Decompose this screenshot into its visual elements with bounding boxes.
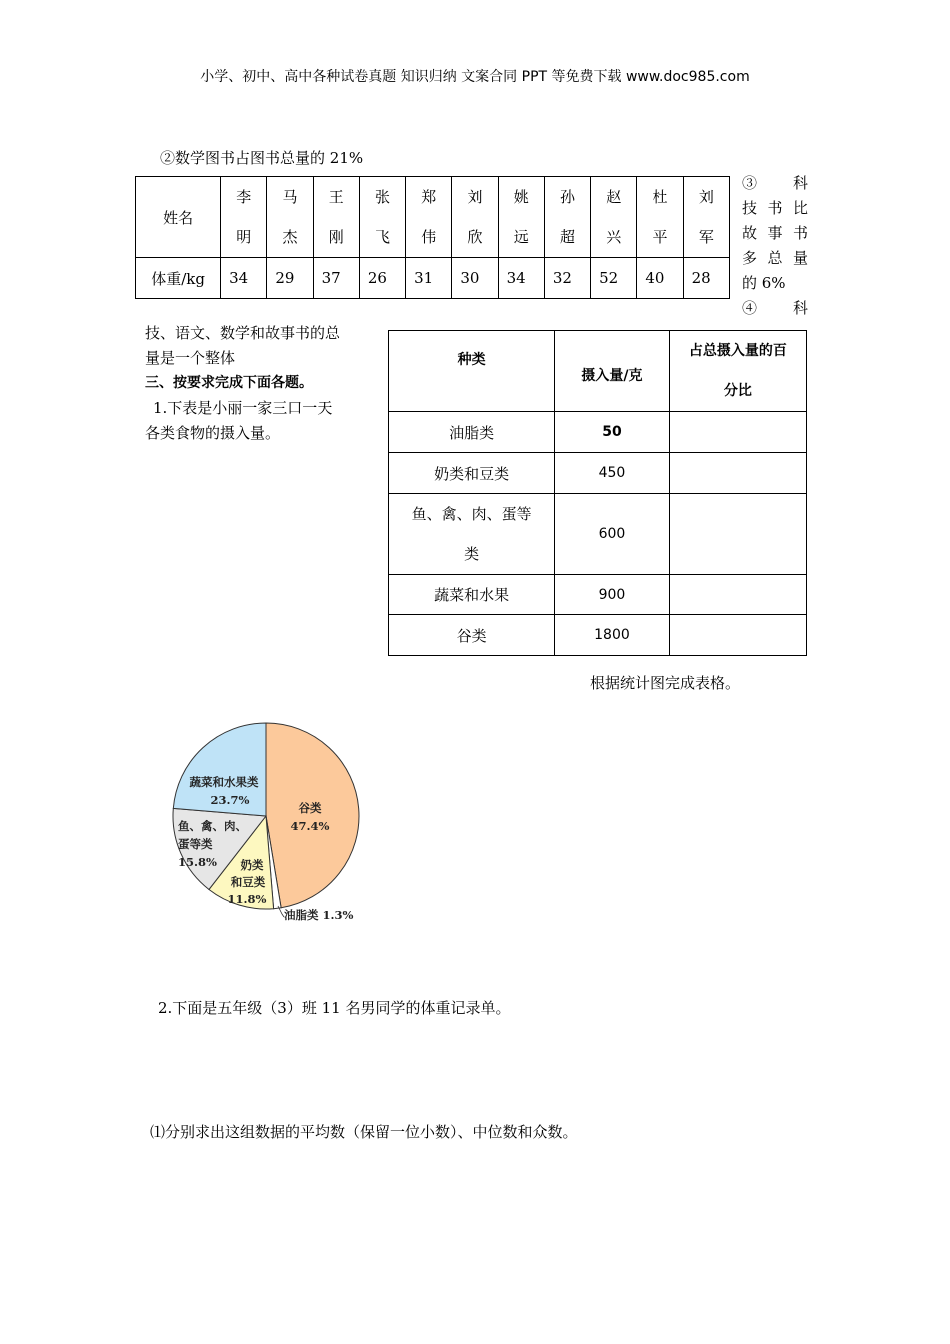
student-name: 刘 欣 bbox=[452, 177, 498, 258]
meat-label-1: 鱼、禽、肉、 bbox=[178, 819, 247, 833]
veg-label: 蔬菜和水果类 bbox=[189, 775, 259, 789]
percent-blank bbox=[669, 494, 806, 575]
percent-blank bbox=[669, 575, 806, 615]
student-name: 姚 远 bbox=[498, 177, 544, 258]
student-name: 孙 超 bbox=[544, 177, 590, 258]
food-kind: 油脂类 bbox=[389, 412, 555, 453]
table-row bbox=[389, 615, 807, 656]
percent-blank bbox=[669, 412, 806, 453]
meat-pct: 15.8% bbox=[178, 855, 217, 869]
weight-value: 34 bbox=[221, 258, 267, 299]
student-name: 杜 平 bbox=[637, 177, 683, 258]
weight-table bbox=[135, 176, 730, 299]
weight-value: 29 bbox=[267, 258, 313, 299]
percent-blank bbox=[669, 453, 806, 494]
student-name: 马 杰 bbox=[267, 177, 313, 258]
food-amount: 450 bbox=[555, 453, 670, 494]
question-2-text: 2.下面是五年级（3）班 11 名男同学的体重记录单。 bbox=[158, 999, 511, 1017]
oil-label: 油脂类 1.3% bbox=[284, 908, 354, 922]
table-row bbox=[389, 453, 807, 494]
grain-pct: 47.4% bbox=[290, 819, 330, 833]
weight-value: 32 bbox=[544, 258, 590, 299]
weight-value: 40 bbox=[637, 258, 683, 299]
page-header: 小学、初中、高中各种试卷真题 知识归纳 文案合同 PPT 等免费下载 www.doc985.com bbox=[200, 69, 750, 85]
food-kind: 鱼、禽、肉、蛋等 类 bbox=[389, 494, 555, 575]
table-row bbox=[389, 575, 807, 615]
grain-label: 谷类 bbox=[298, 801, 322, 815]
table-row bbox=[389, 412, 807, 453]
student-name: 李 明 bbox=[221, 177, 267, 258]
weight-value: 26 bbox=[359, 258, 405, 299]
food-amount: 50 bbox=[555, 412, 670, 453]
weight-value: 37 bbox=[313, 258, 359, 299]
meat-label-2: 蛋等类 bbox=[178, 837, 213, 851]
food-pie-chart bbox=[160, 720, 400, 935]
complete-table-instruction: 根据统计图完成表格。 bbox=[590, 674, 741, 692]
student-name: 赵 兴 bbox=[591, 177, 637, 258]
student-name: 刘 军 bbox=[683, 177, 729, 258]
option-4-continued: 技、语文、数学和故事书的总 量是一个整体 bbox=[145, 324, 341, 367]
veg-pct: 23.7% bbox=[210, 793, 250, 807]
kind-header: 种类 bbox=[389, 331, 555, 412]
weight-header: 体重/kg bbox=[136, 258, 221, 299]
weight-value: 28 bbox=[683, 258, 729, 299]
milk-label-2: 和豆类 bbox=[230, 875, 266, 889]
food-kind: 奶类和豆类 bbox=[389, 453, 555, 494]
question-1-text: 1.下表是小丽一家三口一天 各类食物的摄入量。 bbox=[145, 399, 333, 442]
section-three-title: 三、按要求完成下面各题。 bbox=[145, 375, 313, 391]
food-amount: 1800 bbox=[555, 615, 670, 656]
option-2-text: ②数学图书占图书总量的 21% bbox=[160, 149, 364, 167]
milk-label-1: 奶类 bbox=[240, 858, 264, 872]
weight-value: 30 bbox=[452, 258, 498, 299]
weight-value: 34 bbox=[498, 258, 544, 299]
percent-blank bbox=[669, 615, 806, 656]
food-intake-table bbox=[388, 330, 807, 656]
milk-pct: 11.8% bbox=[227, 892, 267, 906]
student-name: 张 飞 bbox=[359, 177, 405, 258]
weight-value: 31 bbox=[406, 258, 452, 299]
pie-slice-0 bbox=[266, 723, 359, 908]
question-2-1-text: ⑴分别求出这组数据的平均数（保留一位小数）、中位数和众数。 bbox=[150, 1123, 578, 1141]
table-row bbox=[389, 494, 807, 575]
student-name: 王 刚 bbox=[313, 177, 359, 258]
option-3-4-text: ③ 科 技 书 比 故 事 书 多 总 量 的 6% ④ 科 bbox=[742, 174, 808, 317]
amount-header: 摄入量/克 bbox=[555, 331, 670, 412]
percent-header: 占总摄入量的百 分比 bbox=[669, 331, 806, 412]
food-kind: 蔬菜和水果 bbox=[389, 575, 555, 615]
food-amount: 900 bbox=[555, 575, 670, 615]
food-kind: 谷类 bbox=[389, 615, 555, 656]
student-name: 郑 伟 bbox=[406, 177, 452, 258]
weight-value: 52 bbox=[591, 258, 637, 299]
name-header: 姓名 bbox=[136, 177, 221, 258]
food-amount: 600 bbox=[555, 494, 670, 575]
